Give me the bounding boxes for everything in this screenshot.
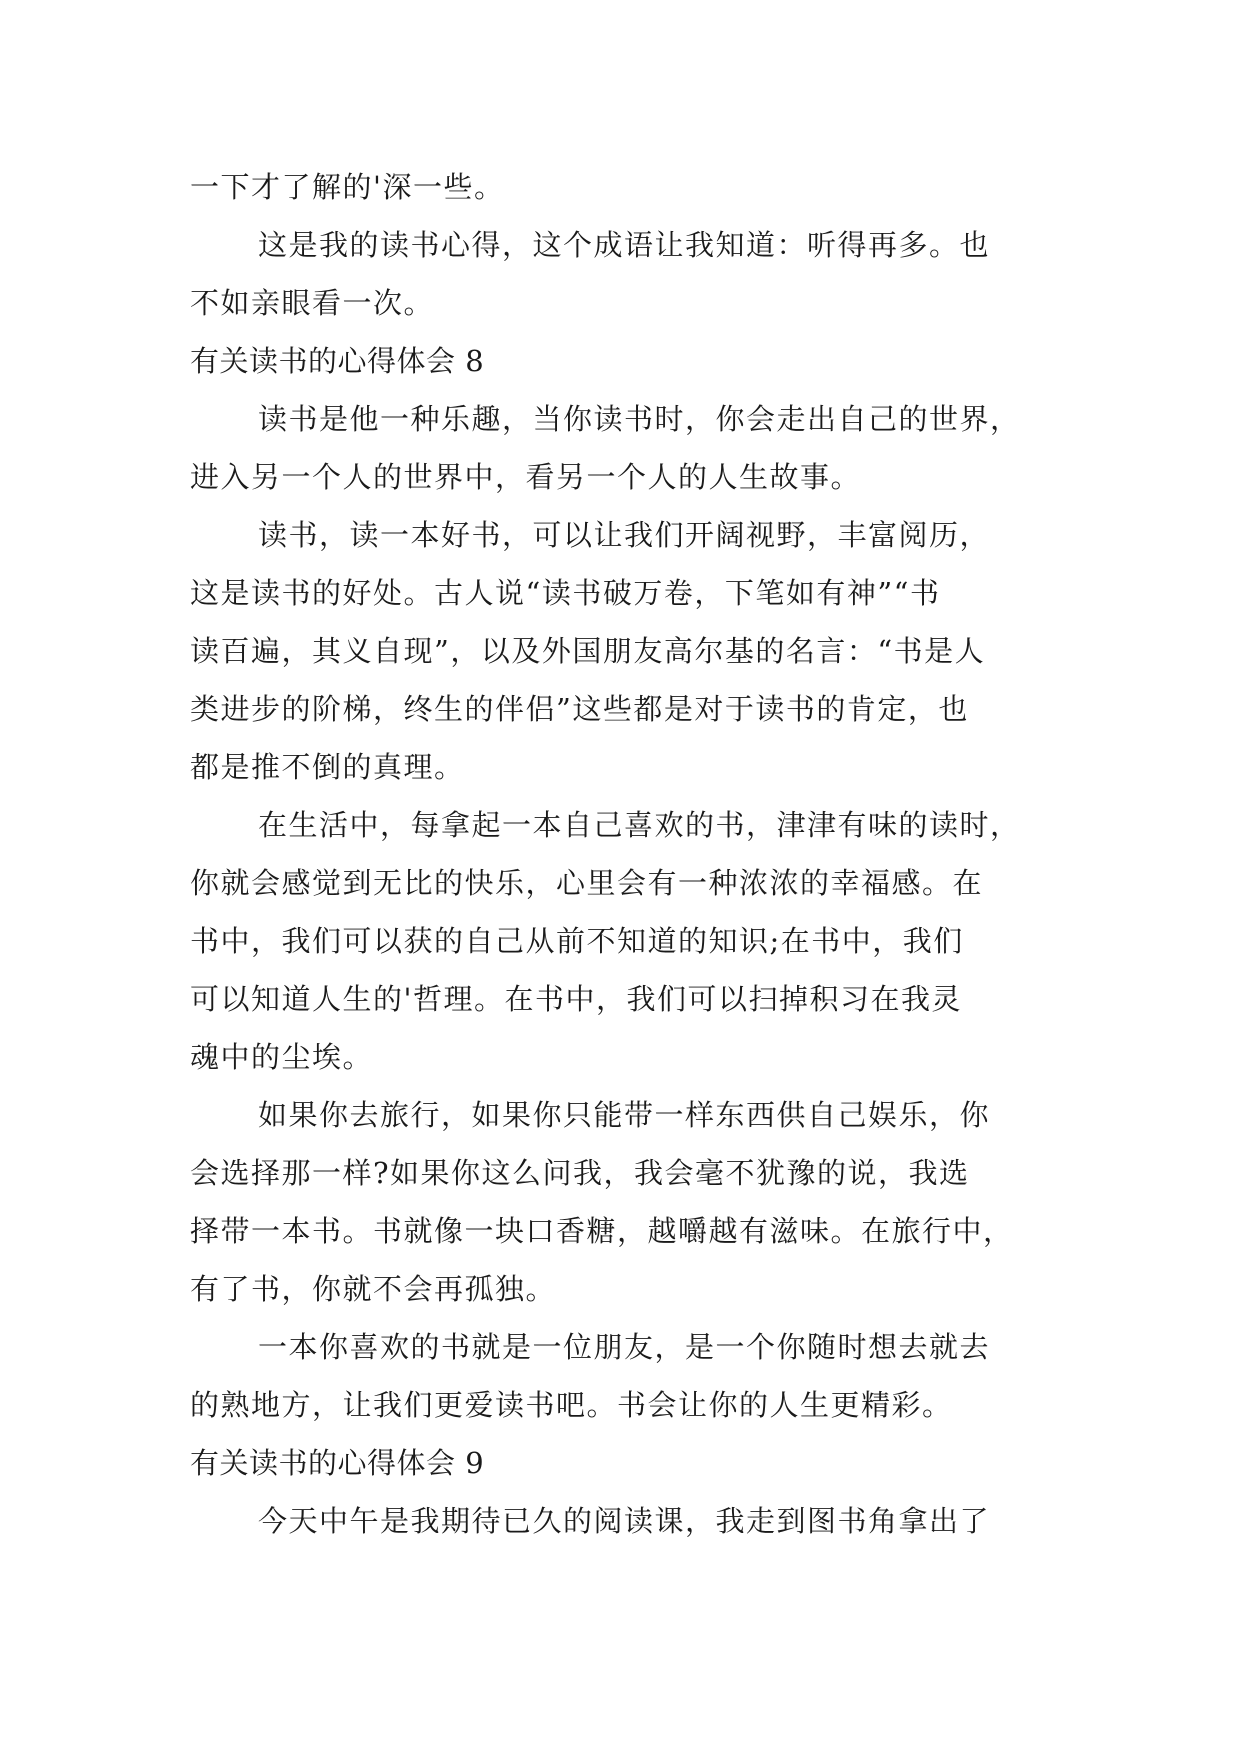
text-line: 在生活中，每拿起一本自己喜欢的书，津津有味的读时， xyxy=(258,808,1021,842)
text-line: 不如亲眼看一次。 xyxy=(190,286,435,320)
text-line: 这是读书的好处。古人说“读书破万卷，下笔如有神”“书 xyxy=(190,576,941,610)
text-line: 的熟地方，让我们更爱读书吧。书会让你的人生更精彩。 xyxy=(190,1388,953,1422)
section-heading-9: 有关读书的心得体会 9 xyxy=(190,1446,485,1480)
text-line: 这是我的读书心得，这个成语让我知道：听得再多。也 xyxy=(258,228,991,262)
text-line: 读书，读一本好书，可以让我们开阔视野，丰富阅历， xyxy=(258,518,991,552)
text-line: 可以知道人生的'哲理。在书中，我们可以扫掉积习在我灵 xyxy=(190,982,962,1016)
text-line: 今天中午是我期待已久的阅读课，我走到图书角拿出了 xyxy=(258,1504,991,1538)
text-line: 读百遍，其义自现”，以及外国朋友高尔基的名言：“书是人 xyxy=(190,634,986,668)
text-line: 一本你喜欢的书就是一位朋友，是一个你随时想去就去 xyxy=(258,1330,991,1364)
text-line: 都是推不倒的真理。 xyxy=(190,750,465,784)
text-line: 类进步的阶梯，终生的伴侣”这些都是对于读书的肯定，也 xyxy=(190,692,969,726)
text-line: 一下才了解的'深一些。 xyxy=(190,170,505,204)
text-line: 书中，我们可以获的自己从前不知道的知识;在书中，我们 xyxy=(190,924,964,958)
text-line: 你就会感觉到无比的快乐，心里会有一种浓浓的幸福感。在 xyxy=(190,866,984,900)
text-line: 择带一本书。书就像一块口香糖，越嚼越有滋味。在旅行中， xyxy=(190,1214,1014,1248)
text-line: 有了书，你就不会再孤独。 xyxy=(190,1272,557,1306)
text-line: 魂中的尘埃。 xyxy=(190,1040,374,1074)
text-line: 进入另一个人的世界中，看另一个人的人生故事。 xyxy=(190,460,862,494)
document-body xyxy=(190,158,1070,1550)
text-line: 如果你去旅行，如果你只能带一样东西供自己娱乐，你 xyxy=(258,1098,991,1132)
text-line: 读书是他一种乐趣，当你读书时，你会走出自己的世界， xyxy=(258,402,1021,436)
text-line: 会选择那一样?如果你这么问我，我会毫不犹豫的说，我选 xyxy=(190,1156,970,1190)
section-heading-8: 有关读书的心得体会 8 xyxy=(190,344,485,378)
